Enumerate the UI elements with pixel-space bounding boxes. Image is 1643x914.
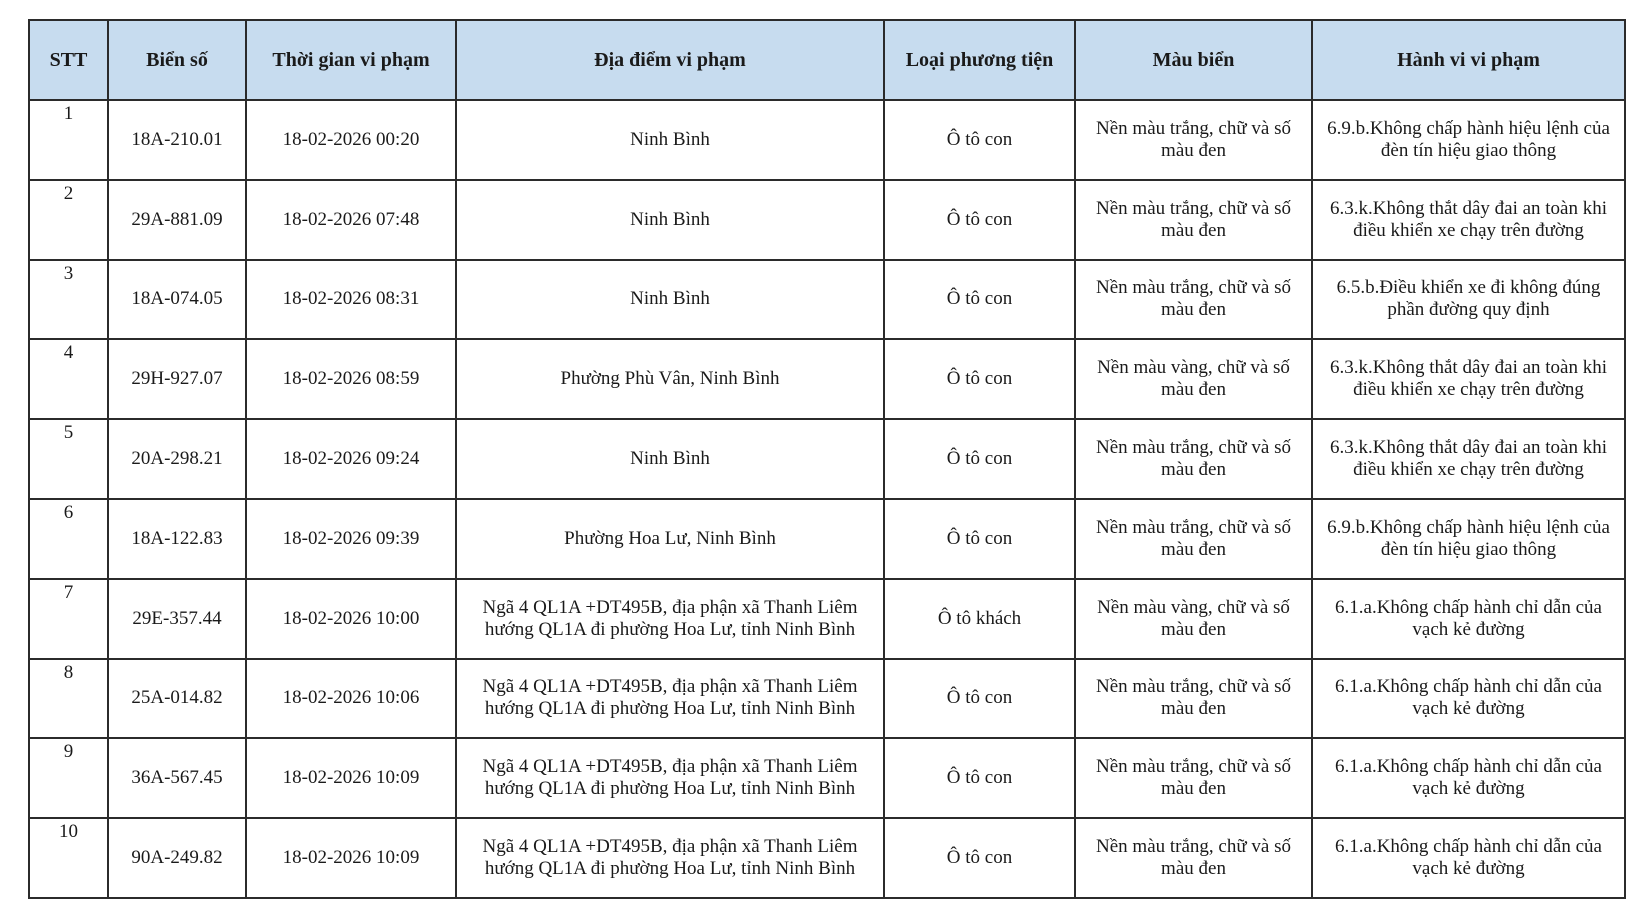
row-number: 3 (63, 262, 74, 284)
table-body (29, 100, 1625, 898)
cell-time: 18-02-2026 09:24 (246, 419, 456, 499)
cell-violation: 6.9.b.Không chấp hành hiệu lệnh của đèn tín hiệu giao thông (1312, 499, 1625, 579)
cell-time: 18-02-2026 08:59 (246, 339, 456, 419)
row-number: 7 (63, 581, 74, 603)
cell-time: 18-02-2026 10:00 (246, 579, 456, 659)
cell-vehicle: Ô tô con (884, 659, 1075, 739)
cell-plate-color: Nền màu trắng, chữ và số màu đen (1075, 499, 1312, 579)
cell-violation: 6.3.k.Không thắt dây đai an toàn khi điều khiển xe chạy trên đường (1312, 180, 1625, 260)
cell-time: 18-02-2026 09:39 (246, 499, 456, 579)
violations-table (28, 19, 1626, 899)
cell-stt (29, 180, 108, 260)
cell-stt (29, 499, 108, 579)
cell-location: Ninh Bình (456, 419, 884, 499)
cell-stt (29, 100, 108, 180)
cell-plate: 25A-014.82 (108, 659, 246, 739)
row-number: 9 (63, 741, 74, 763)
cell-plate-color: Nền màu trắng, chữ và số màu đen (1075, 260, 1312, 340)
header-time: Thời gian vi phạm (246, 20, 456, 100)
table-row (29, 419, 1625, 499)
cell-violation: 6.9.b.Không chấp hành hiệu lệnh của đèn tín hiệu giao thông (1312, 100, 1625, 180)
cell-violation: 6.1.a.Không chấp hành chỉ dẫn của vạch kẻ đường (1312, 579, 1625, 659)
cell-plate-color: Nền màu vàng, chữ và số màu đen (1075, 579, 1312, 659)
cell-plate: 36A-567.45 (108, 738, 246, 818)
cell-time: 18-02-2026 08:31 (246, 260, 456, 340)
header-location: Địa điểm vi phạm (456, 20, 884, 100)
cell-time: 18-02-2026 10:09 (246, 738, 456, 818)
cell-violation: 6.1.a.Không chấp hành chỉ dẫn của vạch kẻ đường (1312, 738, 1625, 818)
cell-time: 18-02-2026 07:48 (246, 180, 456, 260)
cell-violation: 6.1.a.Không chấp hành chỉ dẫn của vạch kẻ đường (1312, 818, 1625, 898)
table-row (29, 659, 1625, 739)
cell-time: 18-02-2026 00:20 (246, 100, 456, 180)
cell-vehicle: Ô tô con (884, 419, 1075, 499)
cell-location: Ninh Bình (456, 100, 884, 180)
cell-vehicle: Ô tô con (884, 180, 1075, 260)
table-row (29, 339, 1625, 419)
cell-violation: 6.5.b.Điều khiển xe đi không đúng phần đường quy định (1312, 260, 1625, 340)
cell-location: Ngã 4 QL1A +DT495B, địa phận xã Thanh Liêm hướng QL1A đi phường Hoa Lư, tỉnh Ninh Bình (456, 659, 884, 739)
cell-vehicle: Ô tô con (884, 339, 1075, 419)
row-number: 10 (59, 821, 78, 843)
cell-location: Ninh Bình (456, 180, 884, 260)
cell-location: Ngã 4 QL1A +DT495B, địa phận xã Thanh Liêm hướng QL1A đi phường Hoa Lư, tỉnh Ninh Bình (456, 818, 884, 898)
cell-violation: 6.3.k.Không thắt dây đai an toàn khi điều khiển xe chạy trên đường (1312, 339, 1625, 419)
cell-vehicle: Ô tô con (884, 260, 1075, 340)
cell-stt (29, 659, 108, 739)
cell-vehicle: Ô tô con (884, 818, 1075, 898)
row-number: 6 (63, 501, 74, 523)
cell-plate-color: Nền màu trắng, chữ và số màu đen (1075, 659, 1312, 739)
header-plate: Biển số (108, 20, 246, 100)
cell-violation: 6.3.k.Không thắt dây đai an toàn khi điều khiển xe chạy trên đường (1312, 419, 1625, 499)
cell-time: 18-02-2026 10:09 (246, 818, 456, 898)
cell-plate-color: Nền màu trắng, chữ và số màu đen (1075, 738, 1312, 818)
cell-plate-color: Nền màu trắng, chữ và số màu đen (1075, 818, 1312, 898)
cell-location: Ninh Bình (456, 260, 884, 340)
cell-vehicle: Ô tô con (884, 100, 1075, 180)
table-row (29, 499, 1625, 579)
cell-plate-color: Nền màu trắng, chữ và số màu đen (1075, 100, 1312, 180)
cell-location: Ngã 4 QL1A +DT495B, địa phận xã Thanh Liêm hướng QL1A đi phường Hoa Lư, tỉnh Ninh Bình (456, 738, 884, 818)
table-row (29, 260, 1625, 340)
header-violation: Hành vi vi phạm (1312, 20, 1625, 100)
cell-vehicle: Ô tô khách (884, 579, 1075, 659)
cell-plate: 18A-074.05 (108, 260, 246, 340)
cell-plate: 18A-122.83 (108, 499, 246, 579)
cell-plate-color: Nền màu vàng, chữ và số màu đen (1075, 339, 1312, 419)
table-row (29, 738, 1625, 818)
cell-stt (29, 818, 108, 898)
row-number: 2 (63, 182, 74, 204)
header-stt: STT (29, 20, 108, 100)
row-number: 5 (63, 422, 74, 444)
cell-plate: 29H-927.07 (108, 339, 246, 419)
cell-plate: 29A-881.09 (108, 180, 246, 260)
table-row (29, 579, 1625, 659)
cell-plate-color: Nền màu trắng, chữ và số màu đen (1075, 180, 1312, 260)
cell-time: 18-02-2026 10:06 (246, 659, 456, 739)
table-header (29, 20, 1625, 100)
cell-location: Phường Hoa Lư, Ninh Bình (456, 499, 884, 579)
table-row (29, 818, 1625, 898)
table-row (29, 180, 1625, 260)
table-row (29, 100, 1625, 180)
cell-plate: 20A-298.21 (108, 419, 246, 499)
header-vehicle: Loại phương tiện (884, 20, 1075, 100)
cell-plate: 18A-210.01 (108, 100, 246, 180)
cell-stt (29, 260, 108, 340)
cell-plate: 90A-249.82 (108, 818, 246, 898)
header-row (29, 20, 1625, 100)
cell-stt (29, 419, 108, 499)
row-number: 4 (63, 342, 74, 364)
row-number: 8 (63, 661, 74, 683)
row-number: 1 (63, 103, 74, 124)
cell-vehicle: Ô tô con (884, 499, 1075, 579)
cell-stt (29, 579, 108, 659)
cell-stt (29, 738, 108, 818)
violations-table-container (28, 19, 1626, 899)
cell-violation: 6.1.a.Không chấp hành chỉ dẫn của vạch kẻ đường (1312, 659, 1625, 739)
cell-location: Ngã 4 QL1A +DT495B, địa phận xã Thanh Liêm hướng QL1A đi phường Hoa Lư, tỉnh Ninh Bình (456, 579, 884, 659)
cell-vehicle: Ô tô con (884, 738, 1075, 818)
cell-location: Phường Phù Vân, Ninh Bình (456, 339, 884, 419)
cell-plate-color: Nền màu trắng, chữ và số màu đen (1075, 419, 1312, 499)
header-plate-color: Màu biển (1075, 20, 1312, 100)
cell-stt (29, 339, 108, 419)
cell-plate: 29E-357.44 (108, 579, 246, 659)
